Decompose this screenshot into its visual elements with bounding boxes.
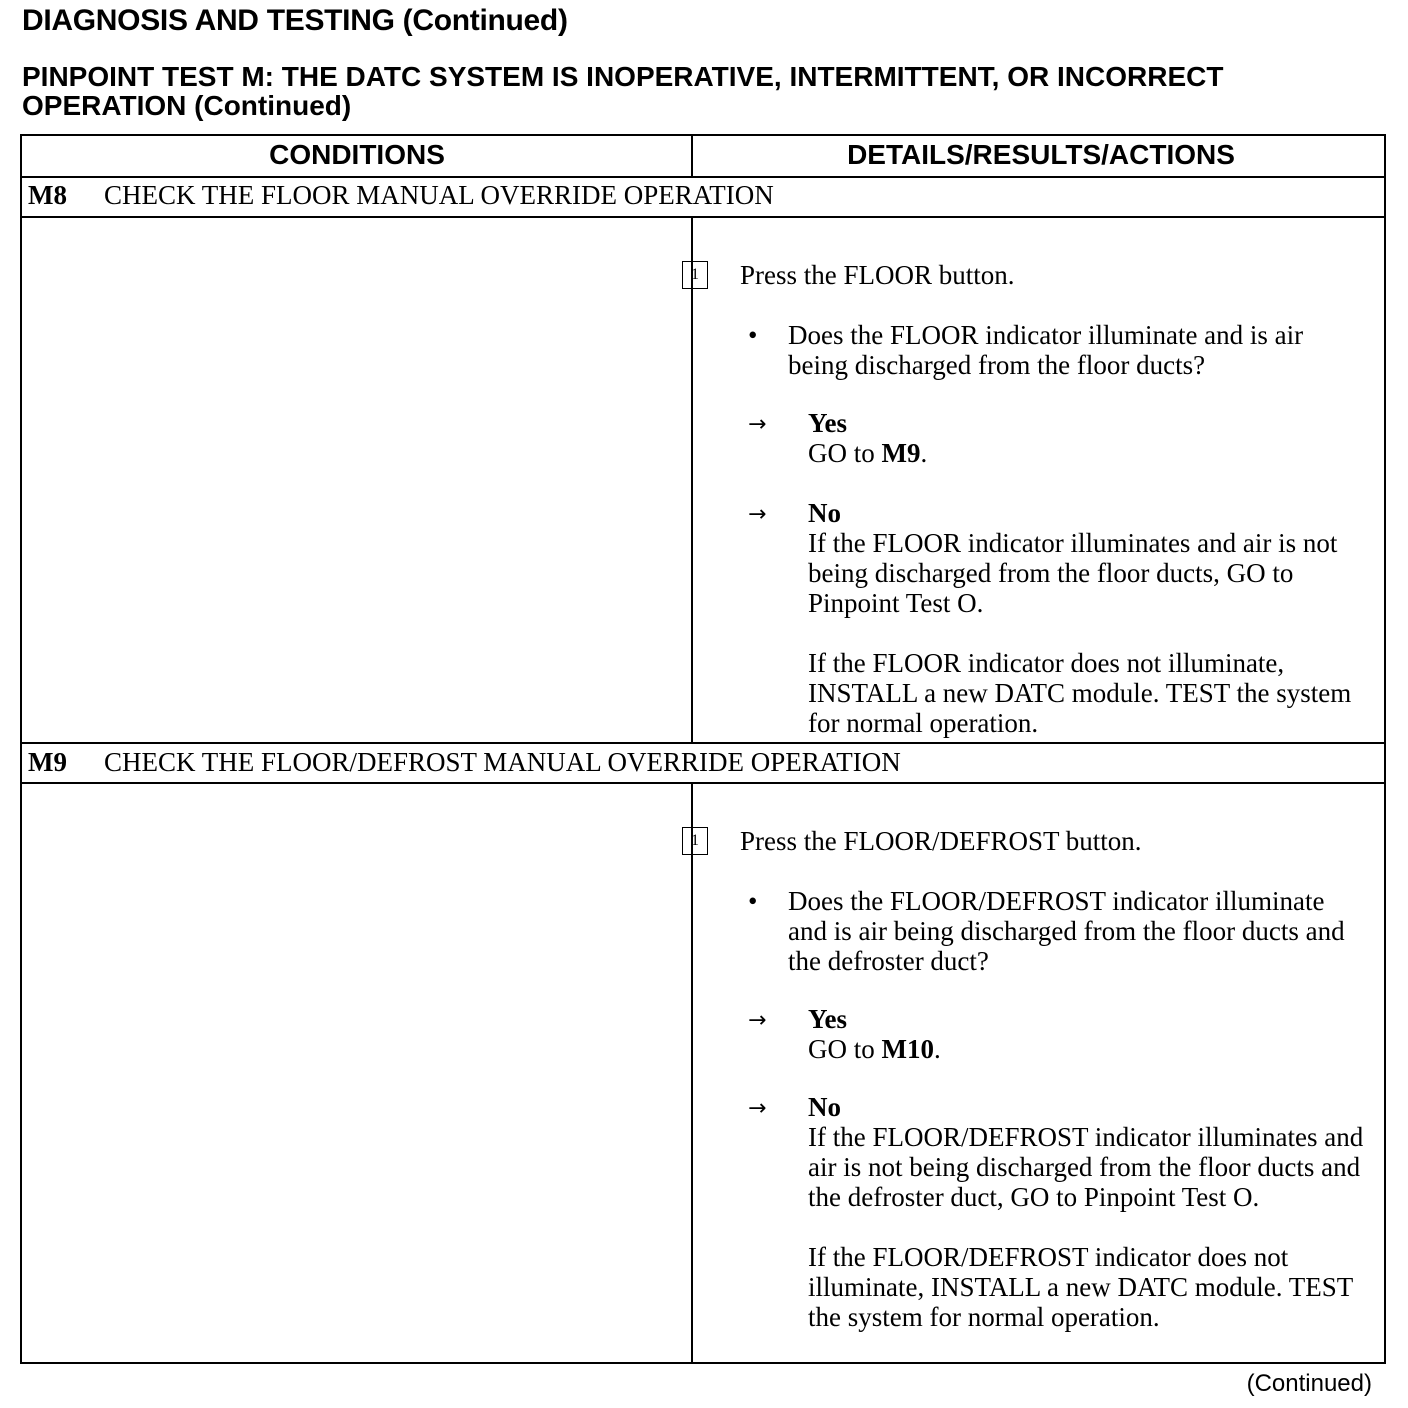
yes-target: M9 — [881, 438, 921, 468]
divider — [22, 216, 1384, 218]
arrow-right-icon: → — [748, 1096, 767, 1121]
no-result — [808, 498, 1368, 738]
yes-result — [808, 408, 1368, 468]
yes-label: Yes — [808, 1004, 847, 1034]
step-heading-m9 — [28, 747, 901, 778]
yes-label: Yes — [808, 408, 847, 438]
divider — [691, 136, 693, 176]
step-id: M9 — [28, 747, 67, 777]
step-heading-text: CHECK THE FLOOR/DEFROST MANUAL OVERRIDE OPERATION — [104, 747, 901, 777]
no-action-1: If the FLOOR indicator illuminates and air is not being discharged from the floor ducts, GO to Pinpoint Test O. — [808, 528, 1338, 618]
bullet-icon: • — [748, 886, 758, 916]
yes-target: M10 — [881, 1034, 934, 1064]
step-details-m8 — [682, 260, 1372, 740]
punctuation: . — [933, 1034, 941, 1064]
column-header-conditions: CONDITIONS — [269, 139, 445, 170]
no-result — [808, 1092, 1368, 1332]
punctuation: . — [920, 438, 928, 468]
no-action-2: If the FLOOR indicator does not illuminate, INSTALL a new DATC module. TEST the system for normal operation. — [808, 648, 1352, 738]
yes-action: GO to — [808, 1034, 875, 1064]
substep-number-box: 1 — [682, 261, 708, 289]
yes-result — [808, 1004, 1368, 1064]
question: Does the FLOOR/DEFROST indicator illuminate and is air being discharged from the floor ducts and the defroster duct? — [788, 886, 1345, 976]
page-title: DIAGNOSIS AND TESTING (Continued) — [22, 4, 568, 37]
divider — [22, 176, 1384, 178]
arrow-right-icon: → — [748, 502, 767, 527]
step-heading-text: CHECK THE FLOOR MANUAL OVERRIDE OPERATION — [104, 180, 774, 210]
bullet-icon: • — [748, 320, 758, 350]
no-label: No — [808, 498, 841, 528]
column-header-details: DETAILS/RESULTS/ACTIONS — [847, 139, 1235, 170]
divider — [22, 742, 1384, 744]
arrow-right-icon: → — [748, 412, 767, 437]
question: Does the FLOOR indicator illuminate and is air being discharged from the floor ducts? — [788, 320, 1304, 380]
substep-number-box: 1 — [682, 827, 708, 855]
pinpoint-test-title: PINPOINT TEST M: THE DATC SYSTEM IS INOPERATIVE, INTERMITTENT, OR INCORRECT OPERATION (Continued) — [22, 61, 1224, 121]
continued-footer: (Continued) — [1246, 1370, 1372, 1397]
no-action-2: If the FLOOR/DEFROST indicator does not illuminate, INSTALL a new DATC module. TEST the system for normal operation. — [808, 1242, 1353, 1332]
step-heading-m8 — [28, 180, 774, 211]
no-action-1: If the FLOOR/DEFROST indicator illuminates and air is not being discharged from the floor ducts and the defroster duct, GO to Pinpoint Test O. — [808, 1122, 1364, 1212]
no-label: No — [808, 1092, 841, 1122]
step-id: M8 — [28, 180, 67, 210]
step-details-m9 — [682, 826, 1372, 1356]
divider — [22, 782, 1384, 784]
instruction: Press the FLOOR button. — [740, 260, 1015, 290]
instruction: Press the FLOOR/DEFROST button. — [740, 826, 1142, 856]
arrow-right-icon: → — [748, 1008, 767, 1033]
yes-action: GO to — [808, 438, 875, 468]
